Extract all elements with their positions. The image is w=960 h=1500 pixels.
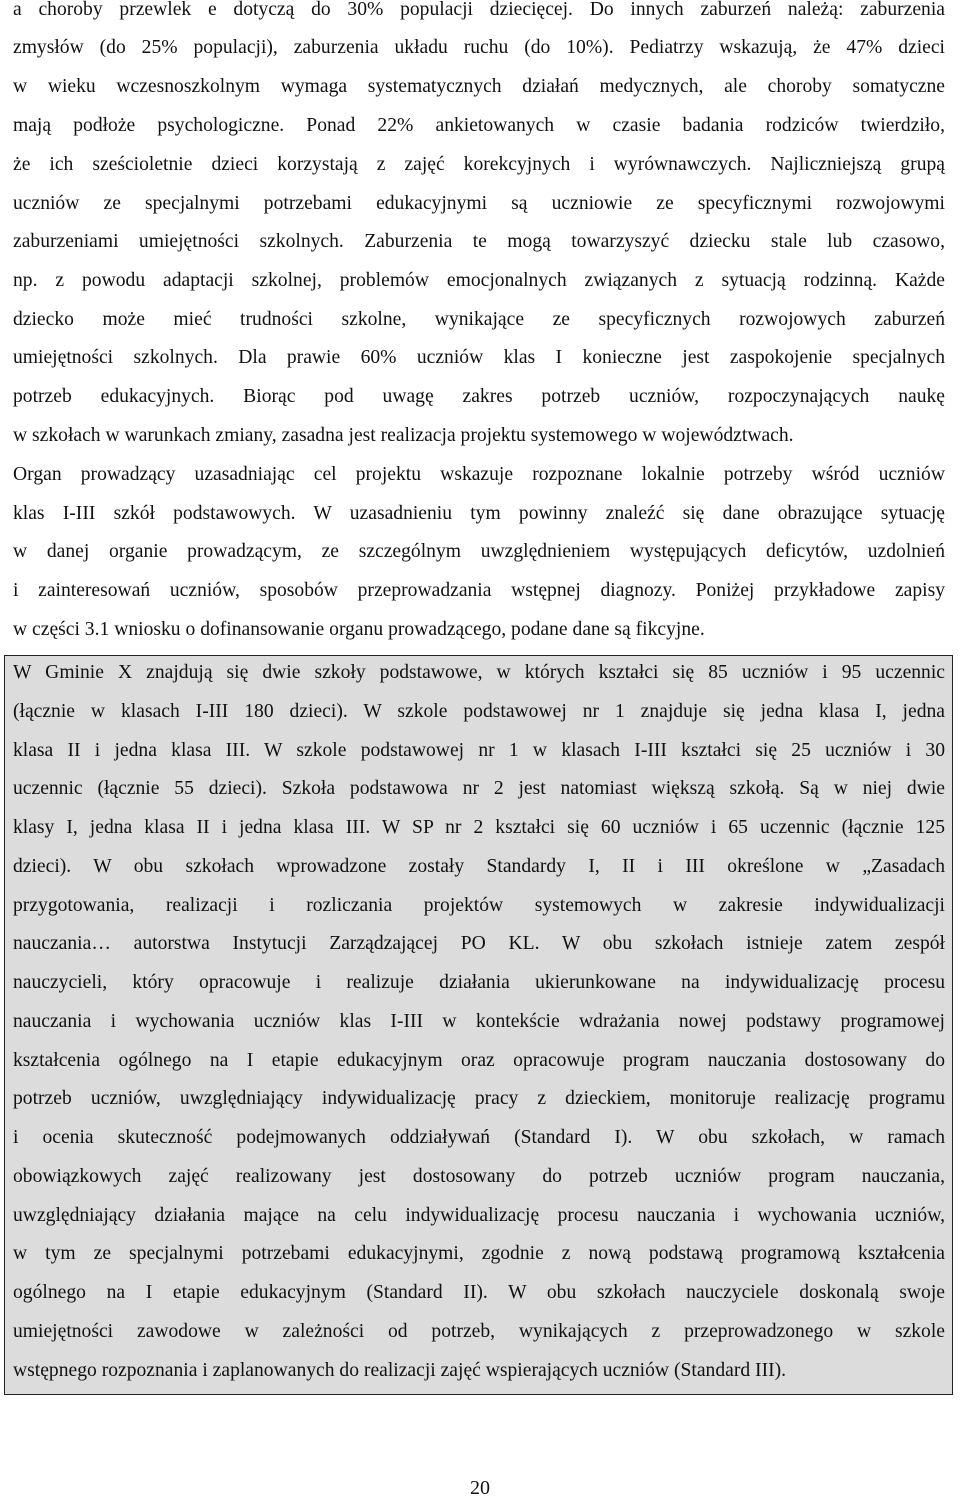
body-line: dziecko może mieć trudności szkolne, wynikające ze specyficznych rozwojowych zaburzeń [13,309,945,330]
example-box-line: klasa II i jedna klasa III. W szkole podstawowej nr 1 w klasach I-III kształci się 25 uczniów i 30 [13,740,945,761]
body-line: klas I-III szkół podstawowych. W uzasadnieniu tym powinny znaleźć się dane obrazujące sytuację [13,503,945,524]
body-line: np. z powodu adaptacji szkolnej, problemów emocjonalnych związanych z sytuacją rodzinną. Każde [13,270,945,291]
example-box-line: i ocenia skuteczność podejmowanych oddziaływań (Standard I). W obu szkołach, w ramach [13,1127,945,1148]
example-box-line: obowiązkowych zajęć realizowany jest dostosowany do potrzeb uczniów program nauczania, [13,1166,945,1187]
body-line: zmysłów (do 25% populacji), zaburzenia układu ruchu (do 10%). Pediatrzy wskazują, że 47% dzieci [13,37,945,58]
body-line: w wieku wczesnoszkolnym wymaga systematycznych działań medycznych, ale choroby somatyczne [13,76,945,97]
example-box-line: klasy I, jedna klasa II i jedna klasa III. W SP nr 2 kształci się 60 uczniów i 65 uczennic (łącznie 125 [13,817,945,838]
example-box-line: przygotowania, realizacji i rozliczania projektów systemowych w zakresie indywidualizacji [13,895,945,916]
body-line: i zainteresowań uczniów, sposobów przeprowadzania wstępnej diagnozy. Poniżej przykładowe zapisy [13,580,945,601]
example-box-line: (łącznie w klasach I-III 180 dzieci). W szkole podstawowej nr 1 znajduje się jedna klasa I, jedna [13,701,945,722]
body-line: w danej organie prowadzącym, ze szczególnym uwzględnieniem występujących deficytów, uzdolnień [13,541,945,562]
example-box-line: W Gminie X znajdują się dwie szkoły podstawowe, w których kształci się 85 uczniów i 95 uczennic [13,662,945,683]
example-box-line: umiejętności zawodowe w zależności od potrzeb, wynikających z przeprowadzonego w szkole [13,1321,945,1342]
body-line: zaburzeniami umiejętności szkolnych. Zaburzenia te mogą towarzyszyć dziecku stale lub czasowo, [13,231,945,252]
example-box-line: dzieci). W obu szkołach wprowadzone zostały Standardy I, II i III określone w „Zasadach [13,856,945,877]
example-box-line: w tym ze specjalnymi potrzebami edukacyjnymi, zgodnie z nową podstawą programową kształcenia [13,1243,945,1264]
page-number: 20 [470,1477,490,1499]
example-box-line: wstępnego rozpoznania i zaplanowanych do realizacji zajęć wspierających uczniów (Standard III). [13,1360,787,1381]
body-line: umiejętności szkolnych. Dla prawie 60% uczniów klas I konieczne jest zaspokojenie specjalnych [13,347,945,368]
body-line: uczniów ze specjalnymi potrzebami edukacyjnymi są uczniowie ze specyficznymi rozwojowymi [13,193,945,214]
example-box-line: uwzględniający działania mające na celu indywidualizację procesu nauczania i wychowania uczniów, [13,1205,945,1226]
body-line: mają podłoże psychologiczne. Ponad 22% ankietowanych w czasie badania rodziców twierdziło, [13,115,945,136]
example-box-line: kształcenia ogólnego na I etapie edukacyjnym oraz opracowuje program nauczania dostosowany do [13,1050,945,1071]
example-box-line: nauczania… autorstwa Instytucji Zarządzającej PO KL. W obu szkołach istnieje zatem zespół [13,933,945,954]
example-box-line: nauczycieli, który opracowuje i realizuje działania ukierunkowane na indywidualizację procesu [13,972,945,993]
body-line: w szkołach w warunkach zmiany, zasadna jest realizacja projektu systemowego w województwach. [13,425,794,446]
body-line: Organ prowadzący uzasadniając cel projektu wskazuje rozpoznane lokalnie potrzeby wśród uczniów [13,464,945,485]
example-box-line: ogólnego na I etapie edukacyjnym (Standard II). W obu szkołach nauczyciele doskonalą swoje [13,1282,945,1303]
body-line: a choroby przewlek e dotyczą do 30% populacji dziecięcej. Do innych zaburzeń należą: zaburzenia [13,0,945,20]
body-line: że ich sześcioletnie dzieci korzystają z zajęć korekcyjnych i wyrównawczych. Najliczniejszą grupą [13,154,945,175]
example-box-line: nauczania i wychowania uczniów klas I-III w kontekście wdrażania nowej podstawy programowej [13,1011,945,1032]
example-box-line: potrzeb uczniów, uwzględniający indywidualizację pracy z dzieckiem, monitoruje realizację programu [13,1088,945,1109]
body-line: potrzeb edukacyjnych. Biorąc pod uwagę zakres potrzeb uczniów, rozpoczynających naukę [13,386,945,407]
body-line: w części 3.1 wniosku o dofinansowanie organu prowadzącego, podane dane są fikcyjne. [13,619,705,640]
example-box-line: uczennic (łącznie 55 dzieci). Szkoła podstawowa nr 2 jest natomiast większą szkołą. Są w niej dwie [13,778,945,799]
